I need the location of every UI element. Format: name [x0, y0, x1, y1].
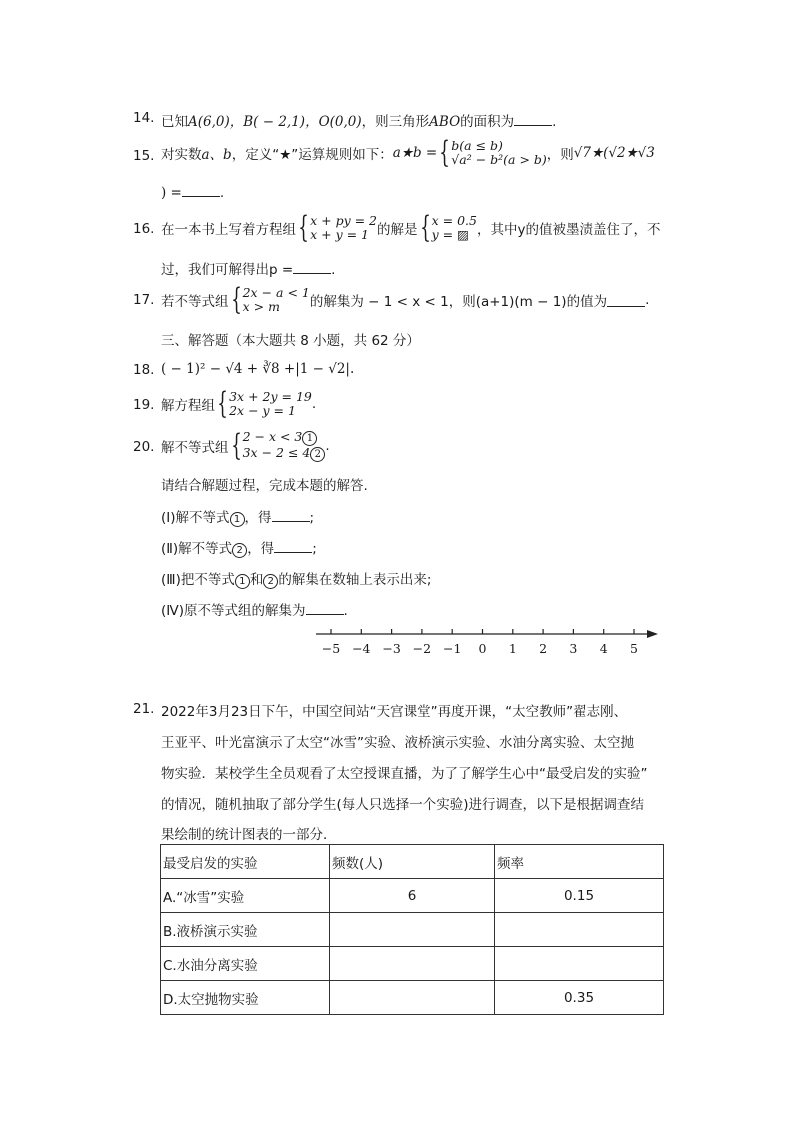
table-cell-rate[interactable]: 0.15 [495, 879, 664, 913]
q19-end: . [311, 396, 317, 412]
number-line [0, 624, 794, 664]
q16-system [296, 210, 378, 245]
q16-number: 16. [133, 221, 155, 237]
table-cell-experiment: A.“冰雪”实验 [161, 879, 330, 913]
table-cell-rate[interactable] [495, 913, 664, 947]
q14-post2: 的面积为 [460, 114, 515, 130]
q20-s3-circle1: 1 [235, 574, 250, 589]
q16-pre: 在一本书上写着方程组 [161, 222, 296, 238]
q20-step4 [161, 599, 348, 619]
q16-cont-text: 过，我们可解得出p = [161, 262, 294, 278]
q15-text [161, 133, 655, 173]
table-header: 频数(人) [330, 845, 495, 879]
number-line-tick-label: 2 [539, 641, 548, 656]
q15-cont-text: ) = [161, 185, 182, 201]
q20-step2-blank[interactable] [274, 540, 312, 553]
number-line-tick-label: 3 [569, 641, 578, 656]
q20-s2b: ，得 [247, 541, 275, 557]
q16-brace2: { [419, 210, 431, 245]
q16-row1: x + py = 2 [310, 213, 378, 228]
q14-pre: 已知 [161, 114, 188, 130]
q15-vars: a、b [201, 147, 232, 163]
table-cell-frequency[interactable]: 6 [330, 879, 495, 913]
q20-circle-2: 2 [310, 447, 325, 462]
q18-number: 18. [133, 362, 155, 378]
q16-mid: 的解是 [377, 222, 418, 238]
table-cell-rate[interactable] [495, 947, 664, 981]
table-cell-rate[interactable]: 0.35 [495, 981, 664, 1015]
q16-solution [418, 210, 477, 245]
q21-line3: 物实验．某校学生全员观看了太空授课直播，为了了解学生心中“最受启发的实验” [161, 766, 648, 782]
q20-s1b: ，得 [244, 510, 272, 526]
q14-text [161, 110, 556, 130]
q21-number: 21. [133, 701, 155, 717]
q17-brace: { [230, 282, 242, 317]
q19-number: 19. [133, 397, 155, 413]
q17-answer-blank[interactable] [607, 294, 645, 307]
number-line-tick-label: −2 [412, 641, 432, 656]
q19-pre: 解方程组 [161, 398, 215, 414]
q16-answer-blank[interactable] [293, 261, 331, 274]
q17-row1: 2x − a < 1 [242, 285, 310, 300]
q20-intro: 请结合解题过程，完成本题的解答. [161, 478, 368, 494]
q15-cont [161, 184, 224, 201]
q15-answer-blank[interactable] [182, 184, 220, 197]
q19-system [215, 386, 312, 421]
table-cell-experiment: B.液桥演示实验 [161, 913, 330, 947]
q20-s4a: (Ⅳ)原不等式组的解集为 [161, 603, 306, 619]
q14-number: 14. [133, 110, 155, 126]
q20-circle-1: 1 [302, 431, 317, 446]
q20-s2-circle: 2 [232, 543, 247, 558]
q20-s2c: ; [312, 541, 317, 557]
q14-post: ，则三角形 [361, 114, 430, 130]
q20-row2: 3x − 2 ≤ 4 [242, 445, 311, 460]
number-line-tick-label: −5 [321, 641, 341, 656]
number-line-tick-label: −3 [382, 641, 401, 656]
number-line-tick-label: 5 [630, 641, 638, 656]
q16-sol2: y = ▨ [431, 227, 469, 242]
q15-piecewise [437, 135, 547, 170]
table-header: 最受启发的实验 [161, 845, 330, 879]
q17-system [229, 282, 310, 317]
q20-step1-blank[interactable] [272, 509, 310, 522]
q15-then: ，则 [546, 147, 574, 163]
q17-mid: 的解集为 − 1 < x < 1，则(a+1)(m − 1)的值为 [309, 294, 608, 310]
q17-number: 17. [133, 292, 155, 308]
table-cell-experiment: D.太空抛物实验 [161, 981, 330, 1015]
q21-line4: 的情况，随机抽取了部分学生(每人只选择一个实验)进行调查，以下是根据调查结 [161, 797, 645, 813]
number-line-tick-label: 1 [508, 641, 517, 656]
q15-row2: √a² − b²(a > b) [451, 152, 547, 167]
q16-sol1: x = 0.5 [431, 213, 477, 228]
q20-step1 [161, 506, 314, 527]
q16-end: . [331, 262, 336, 278]
q20-s3a: (Ⅲ)把不等式 [161, 572, 235, 588]
q20-step4-blank[interactable] [306, 602, 344, 615]
q21-line5: 果绘制的统计图表的一部分． [161, 827, 337, 843]
table-cell-frequency[interactable] [330, 947, 495, 981]
q20-s3-circle2: 2 [263, 574, 278, 589]
q19-text [161, 384, 316, 424]
number-line-ticks [322, 629, 638, 656]
q15-expr: √7★(√2★√3 [573, 145, 655, 161]
q20-step2 [161, 537, 317, 558]
number-line-tick-label: −1 [442, 641, 462, 656]
table-cell-frequency[interactable] [330, 913, 495, 947]
q21-line1: 2022年3月23日下午，中国空间站“天宫课堂”再度开课，“太空教师”翟志刚、 [161, 704, 628, 720]
q15-lhs: a★b = [392, 145, 438, 161]
q16-post: ，其中y的值被墨渍盖住了，不 [476, 222, 661, 238]
table-row [161, 913, 664, 947]
table-row [161, 981, 664, 1015]
q15-number: 15. [133, 148, 155, 164]
q17-end: . [645, 292, 650, 308]
q20-s3c: 的解集在数轴上表示出来; [278, 572, 432, 588]
q15-pre: 对实数 [161, 147, 202, 163]
table-row [161, 879, 664, 913]
q17-text [161, 280, 649, 320]
number-line-tick-label: 4 [599, 641, 608, 656]
q20-s3b: 和 [249, 572, 264, 588]
q14-end: . [552, 114, 557, 130]
table-row [161, 947, 664, 981]
q14-triangle: ABO [429, 114, 461, 130]
q20-s1-circle: 1 [230, 512, 245, 527]
q20-brace: { [230, 428, 242, 463]
q15-brace: { [439, 135, 451, 170]
table-cell-experiment: C.水油分离实验 [161, 947, 330, 981]
q20-s1a: (Ⅰ)解不等式 [161, 510, 230, 526]
q19-brace: { [217, 386, 228, 421]
table-cell-frequency[interactable] [330, 981, 495, 1015]
q20-s1c: ; [309, 510, 315, 526]
q21-line2: 王亚平、叶光富演示了太空“冰雪”实验、液桥演示实验、水油分离实验、太空抛 [161, 735, 634, 751]
q15-row1: b(a ≤ b) [451, 138, 503, 153]
q20-number: 20. [133, 439, 155, 455]
q20-text [161, 426, 330, 466]
number-line-tick-label: −4 [352, 641, 371, 656]
q19-row1: 3x + 2y = 19 [229, 389, 312, 404]
q16-cont [161, 258, 335, 278]
q20-row1: 2 − x < 3 [242, 429, 303, 444]
q14-points: A(6,0)，B( − 2,1)，O(0,0) [188, 114, 362, 130]
q16-brace: { [298, 210, 309, 245]
q20-system [229, 430, 326, 462]
q20-s2a: (Ⅱ)解不等式 [161, 541, 233, 557]
table-header: 频率 [495, 845, 664, 879]
q16-row2: x + y = 1 [310, 227, 369, 242]
number-line-arrow [647, 630, 658, 638]
section-title: 三、解答题（本大题共 8 小题，共 62 分） [161, 333, 420, 349]
q17-pre: 若不等式组 [161, 294, 229, 310]
q20-end: . [325, 438, 330, 454]
q15-mid: ，定义“★”运算规则如下： [231, 147, 393, 163]
experiment-table [160, 844, 664, 1015]
q17-row2: x > m [242, 299, 280, 314]
q20-step3 [161, 568, 431, 589]
q20-pre: 解不等式组 [161, 440, 229, 456]
q15-end: . [219, 185, 225, 201]
q14-answer-blank[interactable] [514, 113, 552, 126]
q18-expr: ( − 1)² − √4 + ∛8 +|1 − √2|. [161, 361, 355, 377]
q19-row2: 2x − y = 1 [229, 403, 296, 418]
q16-text [161, 208, 660, 248]
number-line-tick-label: 0 [478, 641, 487, 656]
table-header-row [161, 845, 664, 879]
q20-s4b: . [343, 603, 348, 619]
